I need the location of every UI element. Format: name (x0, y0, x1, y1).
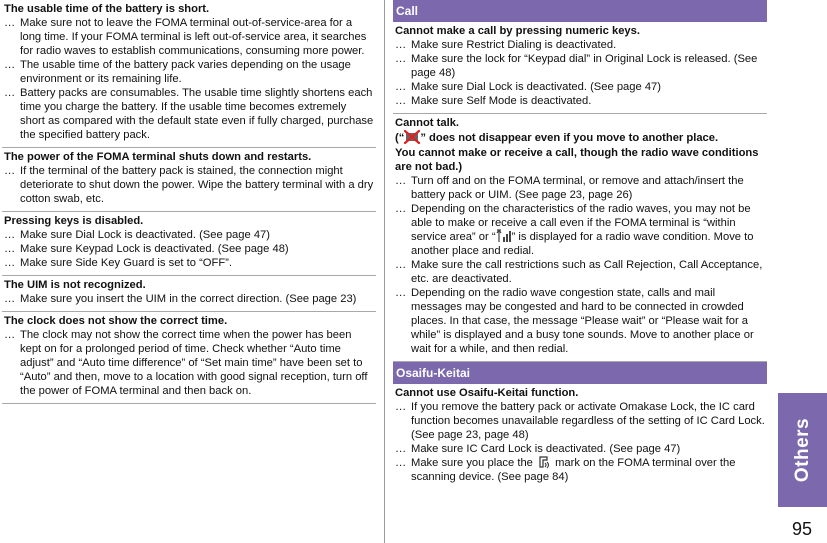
entry-cannot-talk (393, 114, 767, 362)
entry-item: … Make sure the lock for “Keypad dial” in Original Lock is released. (See page 48) (395, 52, 765, 80)
entry-cannot-use-osaifu (393, 384, 767, 489)
entry-title: The usable time of the battery is short. (4, 3, 210, 15)
entry-title: The clock does not show the correct time. (4, 315, 228, 327)
entry-item: … Depending on the radio wave congestion state, calls and mail messages may be congested and hard to be connected in crowded places. In that case, the message “Please wait” or “Please wait for a while” is displayed and a busy tone sounds. Move to another place or wait for a while, and then redial. (395, 286, 765, 356)
entry-title: The UIM is not recognized. (4, 279, 146, 291)
entry-item: … The usable time of the battery pack varies depending on the usage environment or its remaining life. (4, 58, 374, 86)
entry-cannot-make-call (393, 22, 767, 114)
item-text-post: mark on the FOMA terminal over the scanning device. (See page 84) (411, 457, 736, 484)
section-heading-osaifu-keitai: Osaifu-Keitai (393, 362, 767, 384)
entry-title: Cannot use Osaifu-Keitai function. (395, 387, 579, 400)
right-column (393, 0, 767, 489)
entry-item: … Make sure Restrict Dialing is deactivated. (395, 38, 765, 52)
entry-item: … If the terminal of the battery pack is stained, the connection might deteriorate to shut down the power. Wipe the battery terminal with a dry cotton swab, etc. (4, 164, 374, 206)
felica-mark-icon (536, 455, 552, 469)
entry-battery-short (2, 0, 376, 148)
entry-item: … Turn off and on the FOMA terminal, or remove and attach/insert the battery pack or UIM. (See page 23, page 26) (395, 174, 765, 202)
out-of-service-icon (404, 130, 420, 144)
side-tab-label: Others (791, 417, 813, 483)
entry-item: … Make sure not to leave the FOMA terminal out-of-service-area for a long time. If your FOMA terminal is left out-of-service area, it searches for radio waves to establish communications, consuming more power. (4, 16, 374, 58)
entry-item: … Make sure Self Mode is deactivated. (395, 94, 765, 108)
item-text-pre: Depending on the characteristics of the radio waves, you may not be able to make or receive a call even if the FOMA terminal is “within service area” or “ (411, 203, 751, 244)
entry-clock-incorrect (2, 312, 376, 404)
entry-item: … Make sure you insert the UIM in the correct direction. (See page 23) (4, 292, 374, 306)
item-text-pre: Make sure you place the (411, 457, 536, 470)
entry-item: … Make sure Dial Lock is deactivated. (See page 47) (4, 228, 374, 242)
entry-item: … Make sure Keypad Lock is deactivated. (See page 48) (4, 242, 374, 256)
entry-keys-disabled (2, 212, 376, 276)
entry-title: Pressing keys is disabled. (4, 215, 144, 227)
entry-item: … The clock may not show the correct time when the power has been kept on for a prolonged period of time. Check whether “Auto time adjust” and “Auto time difference” of “Set main time” have been set to “Auto” and then, move to a location with good signal reception, turn off the power of FOMA terminal and then back on. (4, 328, 374, 398)
entry-item: … Make sure IC Card Lock is deactivated. (See page 47) (395, 442, 765, 456)
entry-item (395, 456, 765, 484)
entry-title: The power of the FOMA terminal shuts down and restarts. (4, 151, 312, 163)
side-tab-others (778, 393, 827, 507)
title-text-pre: (“ (395, 132, 405, 144)
entry-item: … Battery packs are consumables. The usable time slightly shortens each time you charge the battery. If the usable time becomes extremely short as compared with the default state even if fully charged, purchase the specified battery pack. (4, 86, 374, 142)
title-text-post: ” does not disappear even if you move to another place. (420, 132, 719, 144)
item-text-post: ” is displayed for a radio wave condition. Move to another place and redial. (411, 231, 754, 258)
entry-title-icon-line (395, 131, 765, 145)
entry-title: Cannot talk. (395, 117, 460, 129)
column-divider (384, 0, 385, 543)
entry-item: … Make sure Side Key Guard is set to “OFF”. (4, 256, 374, 270)
section-heading-call: Call (393, 0, 767, 22)
entry-title: You cannot make or receive a call, though the radio wave conditions are not bad.) (395, 147, 759, 174)
entry-uim-not-recognized (2, 276, 376, 312)
left-column (2, 0, 376, 404)
signal-antenna-icon (496, 229, 512, 243)
entry-power-restarts (2, 148, 376, 212)
entry-title: Cannot make a call by pressing numeric keys. (395, 25, 640, 37)
page-number: 95 (791, 519, 813, 539)
entry-item (395, 202, 765, 258)
entry-item: … Make sure the call restrictions such as Call Rejection, Call Acceptance, etc. are deactivated. (395, 258, 765, 286)
entry-item: … Make sure Dial Lock is deactivated. (See page 47) (395, 80, 765, 94)
entry-item: … If you remove the battery pack or activate Omakase Lock, the IC card function becomes unavailable regardless of the setting of IC Card Lock. (See page 23, page 48) (395, 400, 765, 442)
